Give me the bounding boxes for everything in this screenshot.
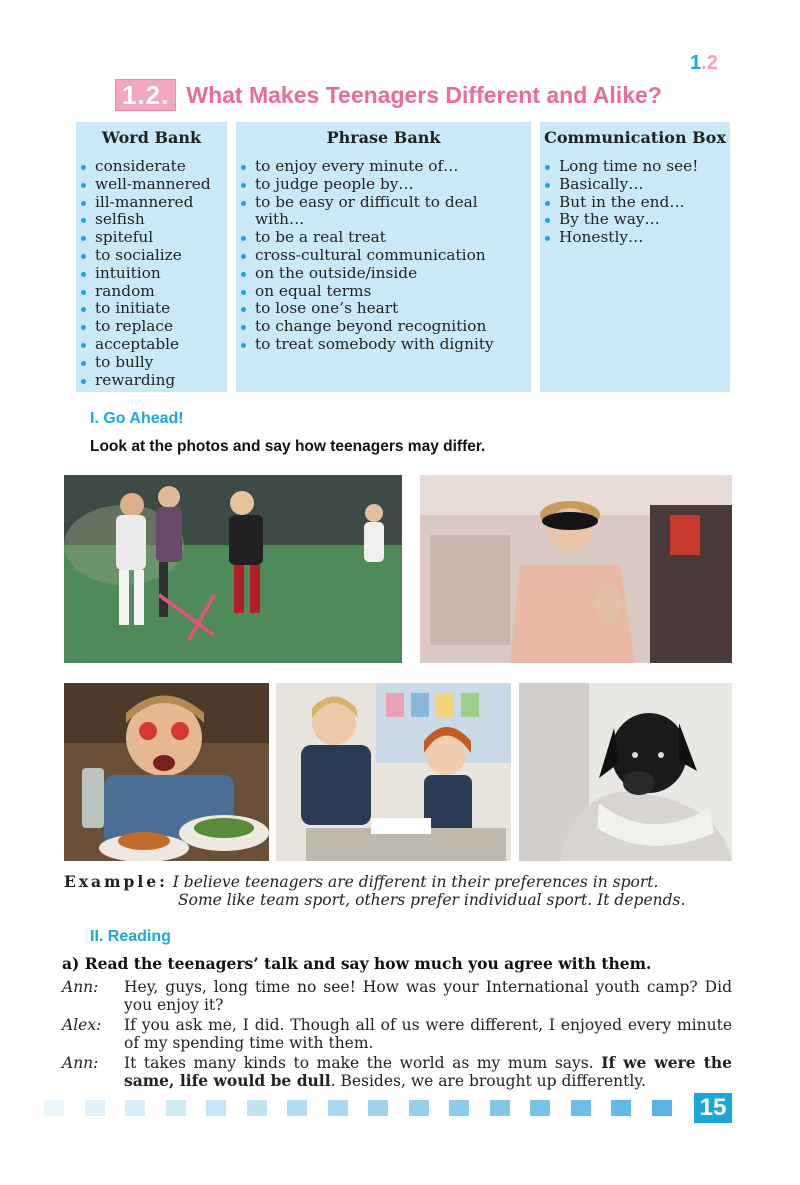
list-item: to bully [76,354,227,372]
dialog-line [62,1016,732,1052]
section-reading-heading: II. Reading [90,928,171,945]
footer-square [85,1100,105,1116]
unit-sep: . [701,52,707,74]
example-block [64,873,744,909]
hockey-photo [64,475,402,663]
footer-square [166,1100,186,1116]
section-go-ahead-heading: I. Go Ahead! [90,410,184,427]
dialog-speaker: Alex: [62,1016,102,1034]
list-item: random [76,283,227,301]
unit-section: 2 [706,52,718,74]
section-go-ahead-instruction: Look at the photos and say how teenagers may differ. [90,438,486,455]
list-item: considerate [76,158,227,176]
phrase-bank-list [236,156,531,354]
footer-square [368,1100,388,1116]
list-item: on equal terms [236,283,531,301]
dialog-speaker: Ann: [62,978,99,996]
dialog-line [62,1054,732,1090]
list-item: acceptable [76,336,227,354]
word-bank-list [76,156,227,389]
example-line-1: I believe teenagers are different in their preferences in sport. [172,873,659,891]
list-item: to judge people by… [236,176,531,194]
footer-square [247,1100,267,1116]
phrase-bank-heading: Phrase Bank [326,128,441,147]
footer-square [571,1100,591,1116]
dialog-speaker: Ann: [62,1054,99,1072]
section-reading-instruction: a) Read the teenagers’ talk and say how much you agree with them. [62,954,652,973]
list-item: to lose one’s heart [236,300,531,318]
page-number: 15 [694,1093,732,1123]
footer-square [287,1100,307,1116]
list-item: Long time no see! [540,158,730,176]
example-line-2: Some like team sport, others prefer individual sport. It depends. [178,891,686,909]
list-item: to replace [76,318,227,336]
dialog-text: Hey, guys, long time no see! How was your International youth camp? Did you enjoy it? [124,978,732,1014]
phrase-bank [236,122,531,392]
dialog-text-part: It takes many kinds to make the world as my mum says. [124,1054,602,1072]
footer-square [449,1100,469,1116]
lesson-number-badge: 1.2. [115,79,176,111]
list-item: ill-mannered [76,194,227,212]
dialog-text [124,1054,732,1090]
footer-square [125,1100,145,1116]
footer-square [652,1100,672,1116]
unit-number: 1 [690,52,702,74]
list-item: to change beyond recognition [236,318,531,336]
list-item: to socialize [76,247,227,265]
dialog-text-part: . Besides, we are brought up differently. [330,1072,646,1090]
footer-square [328,1100,348,1116]
dialog-text: If you ask me, I did. Though all of us were different, I enjoyed every minute of my spending time with them. [124,1016,732,1052]
list-item: to initiate [76,300,227,318]
lesson-title-row [115,80,715,110]
list-item: cross-cultural communication [236,247,531,265]
footer-square [44,1100,64,1116]
communication-box-list [540,156,730,247]
footer-square [409,1100,429,1116]
list-item: on the outside/inside [236,265,531,283]
footer-square [490,1100,510,1116]
footer-square [530,1100,550,1116]
list-item: But in the end… [540,194,730,212]
list-item: to be a real treat [236,229,531,247]
list-item: intuition [76,265,227,283]
unit-marker [690,52,718,75]
dialog-text-emphasis: If we were the same, life would be dull [124,1053,732,1090]
list-item: rewarding [76,372,227,390]
communication-box [540,122,730,392]
dialog-line [62,978,732,1014]
tutor-photo [276,683,511,861]
list-item: well-mannered [76,176,227,194]
dialog [62,978,732,1092]
list-item: to treat somebody with dignity [236,336,531,354]
footer-square [206,1100,226,1116]
footer-decoration [44,1100,692,1116]
footer-square [611,1100,631,1116]
shopping-photo [420,475,732,663]
list-item: By the way… [540,211,730,229]
list-item: Honestly… [540,229,730,247]
list-item: selfish [76,211,227,229]
communication-box-heading: Communication Box [544,128,726,147]
word-bank [76,122,227,392]
list-item: spiteful [76,229,227,247]
example-label: Example: [64,872,168,891]
word-bank-heading: Word Bank [101,128,202,147]
list-item: to be easy or difficult to deal with… [236,194,531,230]
boy-photo [64,683,269,861]
list-item: to enjoy every minute of… [236,158,531,176]
puppy-photo [519,683,732,861]
list-item: Basically… [540,176,730,194]
page-title: What Makes Teenagers Different and Alike? [186,81,662,108]
